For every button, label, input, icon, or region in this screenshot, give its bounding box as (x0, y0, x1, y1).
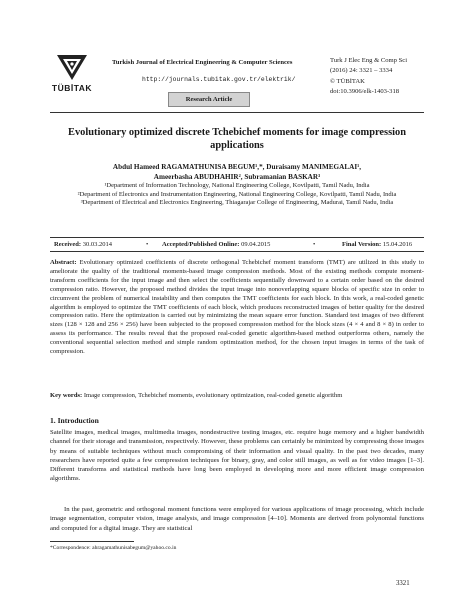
citation-block (330, 56, 407, 98)
accepted-value: 09.04.2015 (241, 241, 271, 248)
received-date (54, 241, 112, 248)
logo-text: TÜBİTAK (51, 83, 93, 93)
final-version-date (342, 241, 412, 248)
authors-line-1: Abdul Hameed RAGAMATHUNISA BEGUM¹,*, Duraisamy MANIMEGALAI¹, (112, 163, 362, 171)
tubitak-logo-icon (55, 52, 89, 82)
final-value: 15.04.2016 (382, 241, 413, 248)
keywords (50, 392, 424, 401)
accepted-date (162, 241, 270, 248)
keywords-text: Image compression, Tchebichef moments, evolutionary optimization, real-coded genetic algorithm (83, 392, 343, 399)
citation-doi[interactable]: doi:10.3906/elk-1403-318 (330, 88, 400, 96)
bullet-1: • (146, 241, 149, 248)
bullet-2: • (313, 241, 316, 248)
affiliation-1: ¹Department of Information Technology, National Engineering College, Kovilpatti, Tamil Nadu, India (104, 182, 370, 189)
body-paragraph-1: Satellite images, medical images, multimedia images, nondestructive testing images, etc. require huge memory and a higher bandwidth channel for their storage and transmission, respectively. However, these problems can certainly be minimized by compressing those images by means of suitable techniques without much compromising of their information and visual quality. In the past two decades, many researchers have reported quite a few compression techniques for binary, gray, and color still images, as well as for video images [1–3]. Different transforms and statistical methods have long been employed in developing more and more efficient image compression algorithms. (50, 429, 424, 483)
affiliation-3: ³Department of Electrical and Electronics Engineering, Thiagarajar College of Engineering, Madurai, Tamil Nadu, India (80, 199, 394, 207)
final-label: Final Version: (342, 241, 382, 248)
accepted-label: Accepted/Published Online: (162, 241, 240, 248)
received-value: 30.03.2014 (82, 241, 112, 248)
abstract (50, 259, 424, 357)
abstract-text: Evolutionary optimized coefficients of discrete orthogonal Tchebichef moment transform (TMT) are utilized in this study to ameliorate the quality of the traditional moments-based image compression methods. Most of the existing methods compute moment-transform coefficients for the input image and then select the coefficients sequentially downward to a certain order based on the desired compression ratio. However, the proposed method divides the input image into nonoverlapping square blocks of specific size in order to circumvent the problem of numerical instability and then computes the TMT coefficients for each block. In this work, a real-coded genetic algorithm is employed to optimize the TMT coefficients of each block, which produces reconstructed images of better quality for the desired compression ratio. Here the optimization is carried out by minimizing the mean square error function. Standard test images of two different sizes (128 × 128 and 256 × 256) have been subjected to the proposed compression method for the block sizes (4 × 4 and 8 × 8) in order to assess its performance. The results reveal that the proposed real-coded genetic algorithm-based method outperforms others, namely the conventional sequential selection method and simple random optimization method, for the chosen input images in terms of the task of compression. (50, 259, 425, 356)
paper-title: Evolutionary optimized discrete Tchebichef moments for image compression applications (68, 127, 406, 151)
affiliations (60, 182, 414, 208)
citation-journal: Turk J Elec Eng & Comp Sci (330, 57, 408, 64)
author-list (50, 163, 424, 182)
dates-rule-top (50, 237, 424, 238)
section-heading-introduction: 1. Introduction (50, 416, 99, 425)
journal-name: Turkish Journal of Electrical Engineering & Computer Sciences (112, 59, 293, 66)
correspondence-footnote: *Correspondence: ahragamathunisabegum@yahoo.co.in (50, 545, 177, 551)
footnote-rule (50, 541, 134, 542)
header-rule (50, 112, 424, 113)
article-type-badge: Research Article (168, 92, 250, 107)
affiliation-2: ²Department of Electronics and Instrumentation Engineering, National Engineering College, Kovilpatti, Tamil Nadu, India (77, 190, 397, 198)
authors-line-2: Ameerbasha ABUDHAHIR², Subramanian BASKAR³ (153, 172, 321, 181)
dates-rule-bottom (50, 251, 424, 252)
citation-volume: (2016) 24: 3321 – 3334 (330, 67, 393, 75)
body-paragraph-2: In the past, geometric and orthogonal moment functions were employed for various applications of image processing, which include image segmentation, computer vision, image analysis, and image compression [4–10]. Moments are derived from polynomial functions and computed for a digital image. They are statistical (50, 506, 424, 532)
abstract-label: Abstract: (50, 259, 77, 266)
received-label: Received: (54, 241, 82, 248)
journal-url[interactable]: http://journals.tubitak.gov.tr/elektrik/ (142, 76, 296, 83)
publisher-logo (50, 52, 94, 93)
citation-copyright: © TÜBİTAK (330, 77, 365, 85)
page-number: 3321 (396, 580, 410, 587)
keywords-label: Key words: (50, 392, 83, 399)
